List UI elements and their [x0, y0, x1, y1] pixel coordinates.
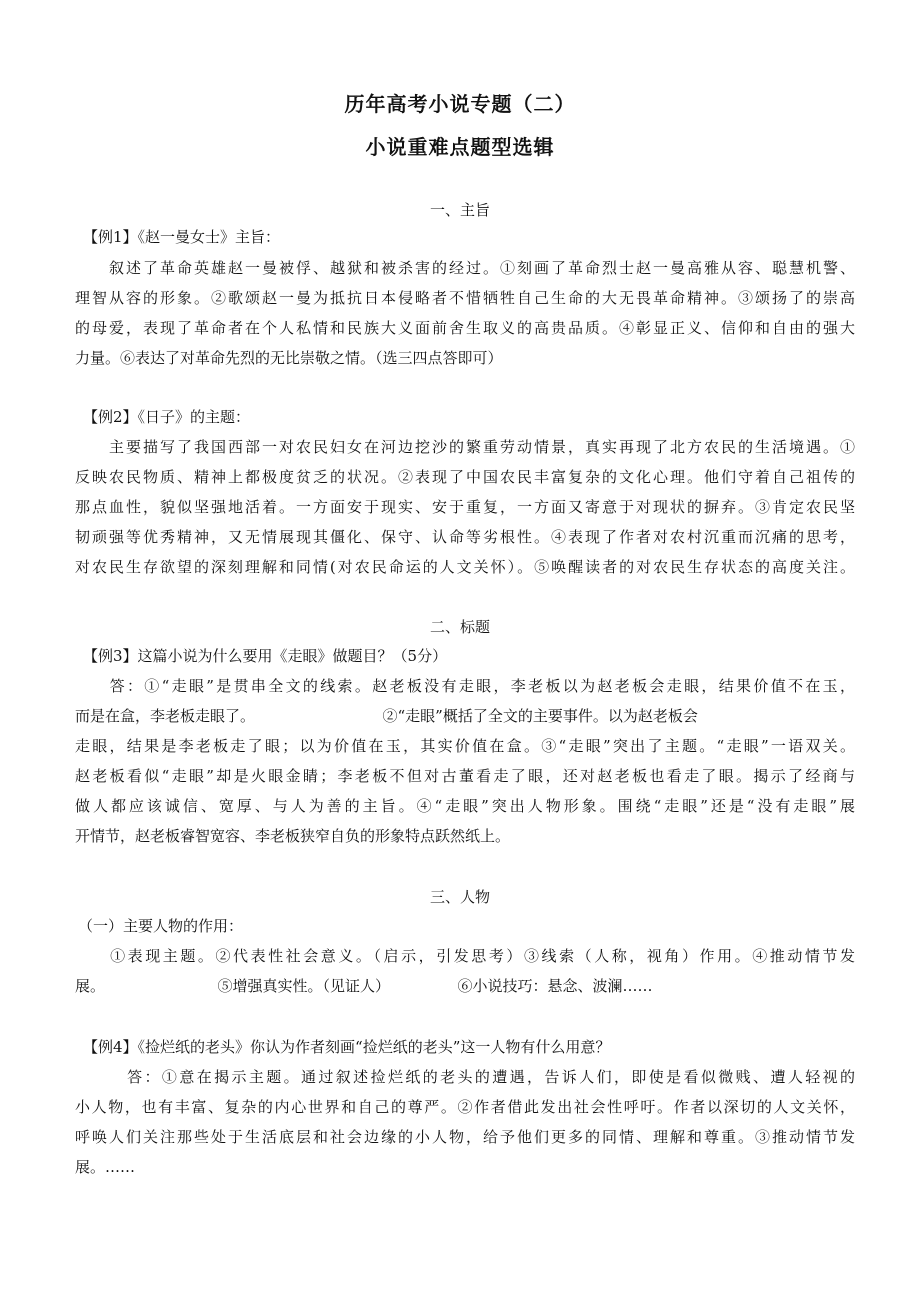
document-title: 历年高考小说专题（二） [344, 92, 576, 116]
example-4-label: 【例4】《捡烂纸的老头》你认为作者刻画“捡烂纸的老头”这一人物有什么用意？ [83, 1038, 611, 1056]
paragraph-line: 的母爱，表现了革命者在个人私情和民族大义面前舍生取义的高贵品质。④彰显正义、信仰和自由的强大 [75, 319, 855, 337]
paragraph-line: 反映农民物质、精神上都极度贫乏的状况。②表现了中国农民丰富复杂的文化心理。他们守着自己祖传的 [75, 468, 855, 486]
paragraph-line: 展。 ⑤增强真实性。（见证人） ⑥小说技巧：悬念、波澜…… [75, 977, 653, 995]
paragraph-line: 赵老板看似“走眼”却是火眼金睛；李老板不但对古董看走了眼，还对赵老板也看走了眼。揭示了经商与 [75, 767, 855, 785]
paragraph-line: 做人都应该诚信、宽厚、与人为善的主旨。④“走眼”突出人物形象。围绕“走眼”还是“没有走眼”展 [75, 797, 855, 815]
paragraph-line: 叙述了革命英雄赵一曼被俘、越狱和被杀害的经过。①刻画了革命烈士赵一曼高雅从容、聪慧机警、 [75, 259, 855, 277]
example-3-label: 【例3】这篇小说为什么要用《走眼》做题目？（5分） [83, 647, 448, 665]
paragraph-line: 对农民生存欲望的深刻理解和同情(对农民命运的人文关怀）。⑤唤醒读者的对农民生存状态的高度关注。 [75, 558, 855, 576]
paragraph-line: 韧顽强等优秀精神，又无情展现其僵化、保守、认命等劣根性。④表现了作者对农村沉重而沉痛的思考， [75, 528, 855, 546]
paragraph-line: 开情节，赵老板睿智宽容、李老板狭窄自负的形象特点跃然纸上。 [75, 827, 511, 845]
paragraph-line: 走眼，结果是李老板走了眼；以为价值在玉，其实价值在盒。③“走眼”突出了主题。“走眼”一语双关。 [75, 737, 855, 755]
paragraph-line: 主要描写了我国西部一对农民妇女在河边挖沙的繁重劳动情景，真实再现了北方农民的生活境遇。① [75, 438, 855, 456]
section-heading-title: 二、标题 [429, 618, 490, 636]
example-1-label: 【例1】《赵一曼女士》主旨： [83, 228, 281, 246]
section-heading-theme: 一、主旨 [429, 201, 490, 219]
paragraph-line: 而是在盒，李老板走眼了。 ②“走眼”概括了全文的主要事件。以为赵老板会 [75, 707, 698, 725]
paragraph-line: 答：①“走眼”是贯串全文的线索。赵老板没有走眼，李老板以为赵老板会走眼，结果价值不在玉， [75, 677, 855, 695]
paragraph-line: 理智从容的形象。②歌颂赵一曼为抵抗日本侵略者不惜牺牲自己生命的大无畏革命精神。③颂扬了的崇高 [75, 289, 855, 307]
paragraph-line: 呼唤人们关注那些处于生活底层和社会边缘的小人物，给予他们更多的同情、理解和尊重。③推动情节发 [75, 1128, 855, 1146]
paragraph-line: ①表现主题。②代表性社会意义。（启示，引发思考）③线索（人称，视角）作用。④推动情节发 [75, 947, 855, 965]
paragraph-line: 力量。⑥表达了对革命先烈的无比崇敬之情。（选三四点答即可） [75, 349, 503, 367]
paragraph-line: 小人物，也有丰富、复杂的内心世界和自己的尊严。②作者借此发出社会性呼吁。作者以深切的人文关怀， [75, 1098, 855, 1116]
example-2-label: 【例2】《日子》的主题： [83, 408, 251, 426]
paragraph-line: 展。…… [75, 1158, 136, 1176]
document-subtitle: 小说重难点题型选辑 [365, 135, 555, 159]
subsection-label: （一）主要人物的作用： [78, 917, 244, 935]
paragraph-line: 答：①意在揭示主题。通过叙述捡烂纸的老头的遭遇，告诉人们，即使是看似微贱、遭人轻视的 [75, 1068, 855, 1086]
section-heading-characters: 三、人物 [429, 888, 490, 906]
paragraph-line: 那点血性，貌似坚强地活着。一方面安于现实、安于重复，一方面又寄意于对现状的摒弃。③肯定农民坚 [75, 498, 855, 516]
